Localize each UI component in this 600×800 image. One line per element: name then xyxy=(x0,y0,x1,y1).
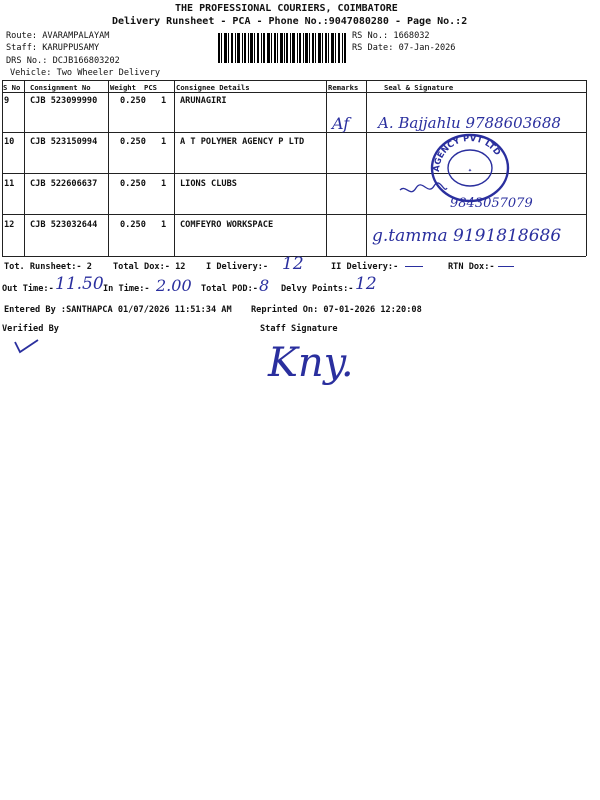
total-pod-value: 8 xyxy=(259,276,270,295)
rs-number: RS No.: 1668032 xyxy=(352,31,430,41)
row-sno: 11 xyxy=(4,179,15,189)
row-consignee: A T POLYMER AGENCY P LTD xyxy=(180,137,305,147)
row-consignee: LIONS CLUBS xyxy=(180,179,237,189)
i-delivery-value: 12 xyxy=(282,254,304,274)
ii-delivery-label: II Delivery:- xyxy=(331,262,399,272)
row11-phone: 9843057079 xyxy=(450,196,533,211)
row11-scribble xyxy=(398,182,448,203)
rtn-dox-dash xyxy=(498,266,514,267)
delvy-points-value: 12 xyxy=(355,274,377,294)
header-remarks: Remarks xyxy=(328,83,359,92)
row-pcs: 1 xyxy=(161,96,167,106)
table-top-rule xyxy=(2,80,586,81)
row-weight: 0.250 xyxy=(120,96,146,106)
header-pcs: PCS xyxy=(144,83,157,92)
staff-label: Staff: KARUPPUSAMY xyxy=(6,43,100,53)
table-col-divider xyxy=(174,80,175,256)
header-weight: Weight xyxy=(110,83,136,92)
entered-by: Entered By :SANTHAPCA 01/07/2026 11:51:34 AM xyxy=(4,305,232,315)
row-pcs: 1 xyxy=(161,179,167,189)
drs-label: DRS No.: DCJB166803202 xyxy=(6,56,120,66)
out-time-value: 11.50 xyxy=(55,274,104,294)
i-delivery-label: I Delivery:- xyxy=(206,262,269,272)
rs-date: RS Date: 07-Jan-2026 xyxy=(352,43,456,53)
row12-signature: g.tamma 9191818686 xyxy=(372,226,562,246)
row-pcs: 1 xyxy=(161,220,167,230)
table-col-divider xyxy=(326,80,327,256)
table-header-rule xyxy=(2,92,586,93)
stamp-text: AGENCY PVT LTD xyxy=(431,133,503,173)
staff-signature-label: Staff Signature xyxy=(260,324,338,334)
table-col-divider xyxy=(586,80,587,256)
page-title: THE PROFESSIONAL COURIERS, COIMBATORE xyxy=(175,3,398,14)
table-col-divider xyxy=(366,80,367,256)
in-time-value: 2.00 xyxy=(156,276,192,295)
row-consignment: CJB 523099990 xyxy=(30,96,98,106)
row-sno: 9 xyxy=(4,96,10,106)
in-time-label: In Time:- xyxy=(103,284,150,294)
row-sno: 10 xyxy=(4,137,15,147)
row-consignment: CJB 522606637 xyxy=(30,179,98,189)
rtn-dox-label: RTN Dox:- xyxy=(448,262,495,272)
row-consignment: CJB 523150994 xyxy=(30,137,98,147)
row-weight: 0.250 xyxy=(120,137,146,147)
row-pcs: 1 xyxy=(161,137,167,147)
header-seal-signature: Seal & Signature xyxy=(384,83,454,92)
row-sno: 12 xyxy=(4,220,15,230)
header-consignee: Consignee Details xyxy=(176,83,250,92)
page-subtitle: Delivery Runsheet - PCA - Phone No.:9047080280 - Page No.:2 xyxy=(112,16,468,27)
staff-signature: Kny. xyxy=(268,340,354,386)
verified-by-tick xyxy=(12,336,42,356)
total-dox: Total Dox:- 12 xyxy=(113,262,186,272)
row9-remark-scribble: Af xyxy=(332,114,350,133)
tot-runsheet: Tot. Runsheet:- 2 xyxy=(4,262,92,272)
verified-by-label: Verified By xyxy=(2,324,59,334)
header-consignment: Consignment No xyxy=(30,83,91,92)
table-row-divider xyxy=(2,214,586,215)
table-col-divider xyxy=(24,80,25,256)
route-label: Route: AVARAMPALAYAM xyxy=(6,31,110,41)
svg-text:✦: ✦ xyxy=(467,168,473,174)
delvy-points-label: Delvy Points:- xyxy=(281,284,354,294)
row-consignee: COMFEYRO WORKSPACE xyxy=(180,220,274,230)
table-col-divider xyxy=(108,80,109,256)
total-pod-label: Total POD:- xyxy=(201,284,258,294)
table-col-divider xyxy=(2,80,3,256)
row-weight: 0.250 xyxy=(120,220,146,230)
reprinted-on: Reprinted On: 07-01-2026 12:20:08 xyxy=(251,305,422,315)
barcode xyxy=(218,33,346,63)
row-weight: 0.250 xyxy=(120,179,146,189)
row-consignment: CJB 523032644 xyxy=(30,220,98,230)
out-time-label: Out Time:- xyxy=(2,284,54,294)
row-consignee: ARUNAGIRI xyxy=(180,96,227,106)
row9-signature: A. Bajjahlu 9788603688 xyxy=(378,114,561,132)
header-sno: S No xyxy=(3,83,21,92)
vehicle-label: Vehicle: Two Wheeler Delivery xyxy=(10,68,161,78)
ii-delivery-dash xyxy=(405,266,423,267)
